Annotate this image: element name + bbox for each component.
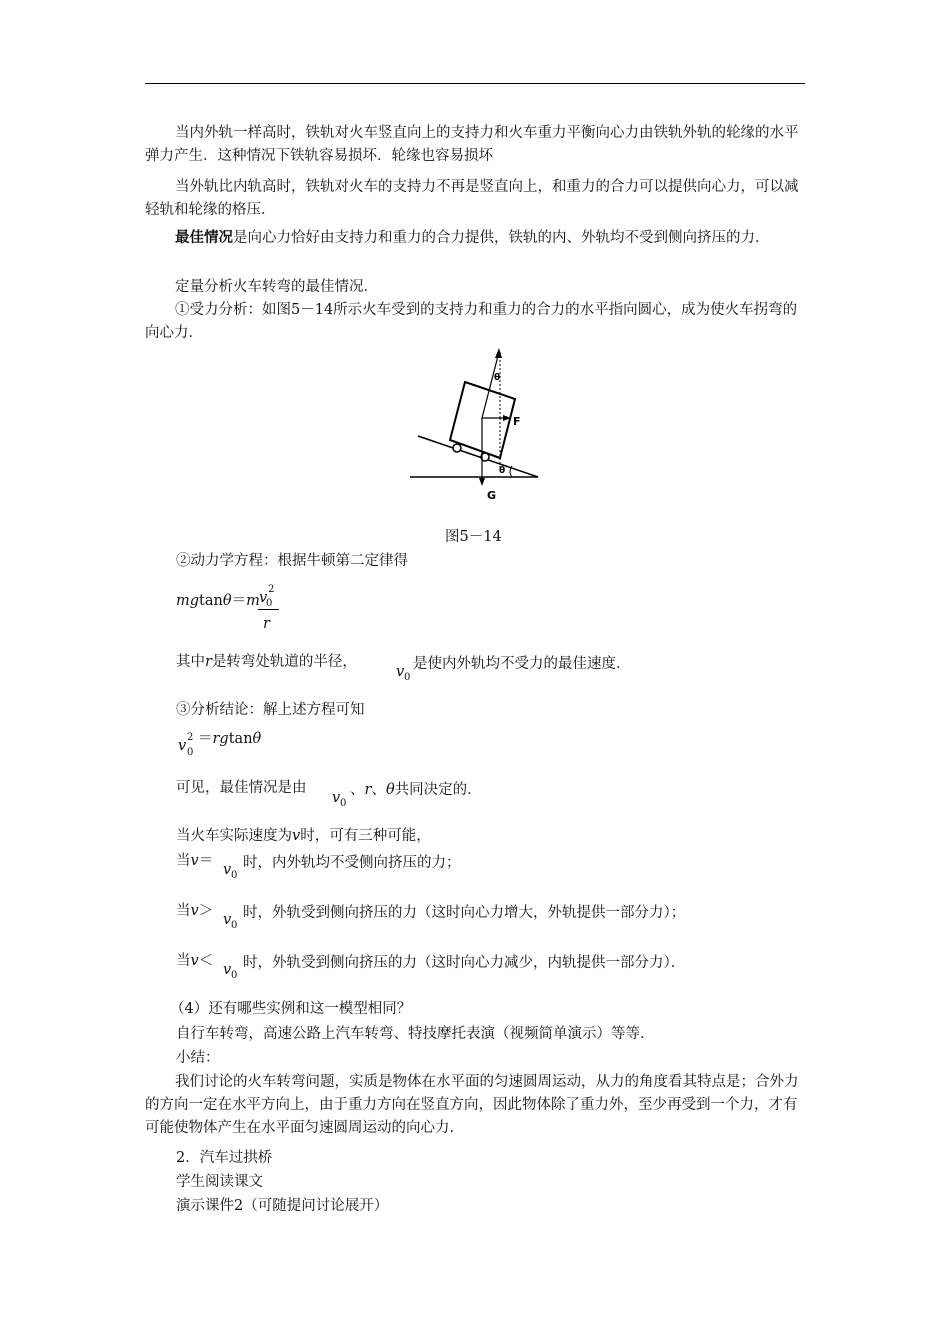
paragraph-quantitative: 定量分析火车转弯的最佳情况． (175, 279, 378, 295)
eq-numerator-v: v (259, 590, 268, 606)
normal-force-arrowhead (495, 348, 502, 358)
case-less-v0: v (223, 962, 232, 978)
v0-symbol: v (396, 664, 405, 680)
analysis-heading: ③分析结论：解上述方程可知 (176, 702, 365, 718)
case-greater-text: 时，外轨受到侧向挤压的力（这时向心力增大，外轨提供一部分力）； (243, 905, 686, 921)
case-greater-v0: v (223, 912, 232, 928)
conclusion-v0-sub: 0 (340, 798, 347, 809)
case-equal-v0: v (223, 862, 232, 878)
eq-numerator-sub: 0 (266, 598, 273, 609)
case-less: 当v＜ (176, 953, 214, 969)
solution-equation: ＝rgtanθ (198, 731, 262, 747)
paragraph-best-case (145, 226, 807, 250)
wheel-left (453, 444, 461, 452)
v0-subscript: 0 (404, 672, 411, 683)
header-rule (145, 83, 805, 84)
eq-denominator-r: r (263, 616, 270, 632)
paragraph-outer-higher: 当外轨比内轨高时，铁轨对火车的支持力不再是竖直向上，和重力的合力可以提供向心力，可以减轻轨和轮缘的格压． (145, 179, 799, 218)
radius-note: 其中r是转弯处轨道的半径， (176, 654, 357, 670)
figure-caption: 图5－14 (445, 529, 502, 545)
case-less-text: 时，外轨受到侧向挤压的力（这时向心力减少，内轨提供一部分力）． (243, 955, 686, 971)
dynamics-heading: ②动力学方程：根据牛顿第二定律得 (176, 553, 408, 569)
train-force-diagram (400, 342, 550, 507)
case-equal-v0-sub: 0 (231, 870, 238, 881)
fraction-bar (258, 609, 279, 610)
force-g-label: G (487, 489, 497, 502)
theta-bottom-label: θ (499, 466, 506, 476)
best-case-text: 是向心力恰好由支持力和重力的合力提供，铁轨的内、外轨均不受到侧向挤压的力． (233, 230, 770, 246)
conclusion-tail: 、r、θ共同决定的． (350, 782, 482, 798)
newton-equation: mgtanθ＝m (176, 593, 260, 609)
cases-intro: 当火车实际速度为v时，可有三种可能， (176, 828, 431, 844)
radius-note-tail: 是使内外轨均不受力的最佳速度． (413, 656, 631, 672)
case-equal: 当v＝ (176, 853, 214, 869)
paragraph-equal-rails: 当内外轨一样高时，铁轨对火车竖直向上的支持力和火车重力平衡向心力由铁轨外轨的轮缘的水平弹力产生．这种情况下铁轨容易损坏．轮缘也容易损坏 (145, 125, 799, 164)
examples-line: 自行车转弯，高速公路上汽车转弯、特技摩托表演（视频简单演示）等等． (176, 1026, 655, 1042)
case-less-v0-sub: 0 (231, 970, 238, 981)
gravity-arrowhead (479, 478, 485, 486)
best-case-term: 最佳情况 (175, 229, 233, 246)
case-greater-v0-sub: 0 (231, 920, 238, 931)
reading-line: 学生阅读课文 (176, 1174, 263, 1190)
eq-numerator-sup: 2 (268, 584, 275, 595)
force-f-label: F (513, 415, 521, 428)
conclusion-line: 可见，最佳情况是由 (176, 780, 307, 796)
paragraph-force-analysis: ①受力分析：如图5－14所示火车受到的支持力和重力的合力的水平指向圆心，成为使火车拐弯的向心力． (145, 302, 798, 341)
case-equal-text: 时，内外轨均不受侧向挤压的力； (243, 855, 461, 871)
conclusion-v0: v (332, 790, 341, 806)
question-4: （4）还有哪些实例和这一模型相同？ (170, 1001, 412, 1017)
v0-squared-sup: 2 (187, 732, 194, 743)
summary-paragraph: 我们讨论的火车转弯问题，实质是物体在水平面的匀速圆周运动，从力的角度看其特点是；合外力的方向一定在水平方向上，由于重力方向在竖直方向，因此物体除了重力外，至少再受到一个力，才有可能使物体产生在水平面匀速圆周运动的向心力． (145, 1074, 799, 1136)
summary-label: 小结： (176, 1050, 220, 1066)
demo-line: 演示课件2（可随提问讨论展开） (176, 1198, 389, 1214)
case-greater: 当v＞ (176, 903, 214, 919)
theta-top-label: θ (494, 373, 501, 383)
v0-squared-sub: 0 (187, 747, 194, 758)
section-2-heading: 2．汽车过拱桥 (176, 1150, 273, 1166)
v0-squared-v: v (178, 738, 187, 754)
